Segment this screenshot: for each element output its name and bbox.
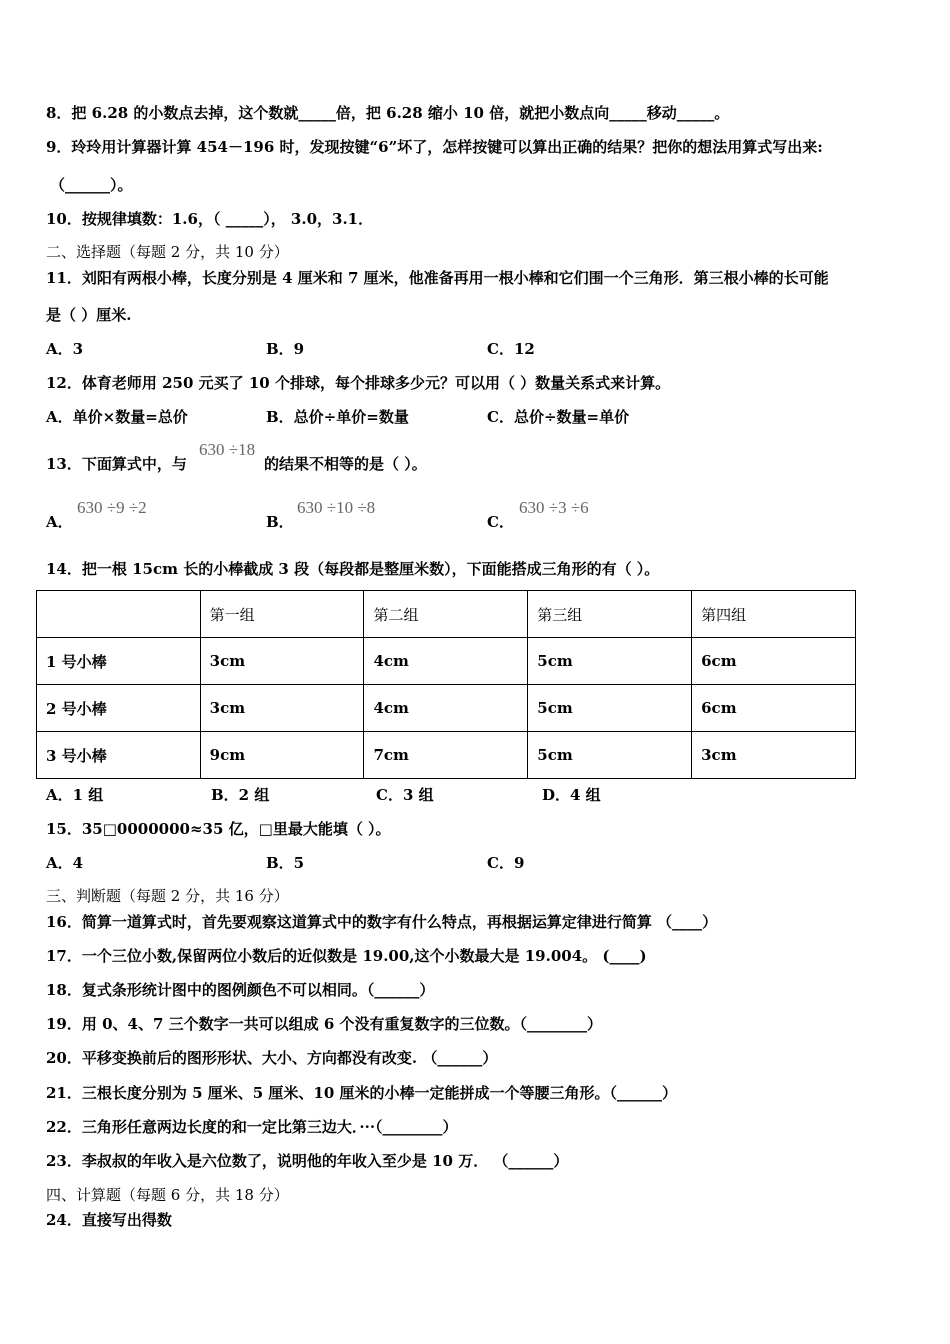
question-13-prefix: 13．下面算式中，与 bbox=[46, 455, 187, 473]
question-9: 9．玲玲用计算器计算 454－196 时，发现按键“6”坏了，怎样按键可以算出正确的结果？把你的想法用算式写出来: bbox=[46, 138, 823, 156]
question-12: 12．体育老师用 250 元买了 10 个排球，每个排球多少元？可以用（ ）数量关系式来计算。 bbox=[46, 374, 671, 392]
q14-option-a: A．1 组 bbox=[46, 786, 104, 804]
q15-option-b: B．5 bbox=[266, 854, 305, 872]
q14-option-c: C．3 组 bbox=[376, 786, 434, 804]
table-cell: 5cm bbox=[528, 685, 692, 732]
stick-length-table bbox=[36, 590, 856, 779]
q11-option-a: A．3 bbox=[46, 340, 84, 358]
q13-option-a-expr: 630 ÷9 ÷2 bbox=[77, 498, 147, 517]
table-cell: 3cm bbox=[200, 638, 364, 685]
table-cell: 6cm bbox=[692, 638, 856, 685]
question-17: 17．一个三位小数,保留两位小数后的近似数是 19.00,这个小数最大是 19.004。 (____) bbox=[46, 947, 647, 965]
q14-option-b: B．2 组 bbox=[211, 786, 270, 804]
table-cell bbox=[37, 591, 201, 638]
q13-option-c-expr: 630 ÷3 ÷6 bbox=[519, 498, 589, 517]
table-cell: 9cm bbox=[200, 732, 364, 779]
table-row bbox=[37, 638, 856, 685]
q12-option-b: B．总价÷单价=数量 bbox=[266, 408, 409, 426]
q11-option-b: B．9 bbox=[266, 340, 305, 358]
q13-option-b-label: B． bbox=[266, 513, 294, 531]
q15-option-c: C．9 bbox=[487, 854, 525, 872]
section-2-heading: 二、选择题（每题 2 分，共 10 分） bbox=[46, 243, 289, 261]
table-cell: 第一组 bbox=[200, 591, 364, 638]
q12-option-a: A．单价×数量=总价 bbox=[46, 408, 188, 426]
q13-option-c-label: C． bbox=[487, 513, 514, 531]
q13-expression: 630 ÷18 bbox=[199, 440, 256, 459]
section-3-heading: 三、判断题（每题 2 分，共 16 分） bbox=[46, 887, 289, 905]
table-cell: 3cm bbox=[200, 685, 364, 732]
question-19: 19．用 0、4、7 三个数字一共可以组成 6 个没有重复数字的三位数。（________） bbox=[46, 1015, 603, 1033]
table-cell: 7cm bbox=[364, 732, 528, 779]
question-9-answer: （______）。 bbox=[50, 176, 133, 194]
table-cell: 第四组 bbox=[692, 591, 856, 638]
question-22: 22．三角形任意两边长度的和一定比第三边大．···（________） bbox=[46, 1118, 458, 1136]
table-cell: 第二组 bbox=[364, 591, 528, 638]
q12-option-c: C．总价÷数量=单价 bbox=[487, 408, 630, 426]
question-11-line2: 是（ ）厘米. bbox=[46, 306, 132, 324]
table-header-row bbox=[37, 591, 856, 638]
question-10: 10．按规律填数：1.6，（ _____）， 3.0，3.1． bbox=[46, 210, 374, 228]
table-cell: 2 号小棒 bbox=[37, 685, 201, 732]
question-21: 21．三根长度分别为 5 厘米、5 厘米、10 厘米的小棒一定能拼成一个等腰三角形。（______） bbox=[46, 1084, 678, 1102]
q13-option-b-expr: 630 ÷10 ÷8 bbox=[297, 498, 376, 517]
question-14: 14．把一根 15cm 长的小棒截成 3 段（每段都是整厘米数），下面能搭成三角形的有（ ）。 bbox=[46, 560, 660, 578]
table-cell: 5cm bbox=[528, 732, 692, 779]
question-15: 15．35□0000000≈35 亿，□里最大能填（ ）。 bbox=[46, 820, 391, 838]
section-4-heading: 四、计算题（每题 6 分，共 18 分） bbox=[46, 1186, 289, 1204]
table-cell: 4cm bbox=[364, 685, 528, 732]
table-cell: 5cm bbox=[528, 638, 692, 685]
question-24: 24．直接写出得数 bbox=[46, 1211, 172, 1229]
table-cell: 1 号小棒 bbox=[37, 638, 201, 685]
table-cell: 3cm bbox=[692, 732, 856, 779]
table-cell: 4cm bbox=[364, 638, 528, 685]
question-8: 8．把 6.28 的小数点去掉，这个数就_____倍，把 6.28 缩小 10 倍，就把小数点向_____移动_____。 bbox=[46, 104, 730, 122]
question-11-line1: 11．刘阳有两根小棒，长度分别是 4 厘米和 7 厘米，他准备再用一根小棒和它们围一个三角形．第三根小棒的长可能 bbox=[46, 269, 829, 287]
question-18: 18．复式条形统计图中的图例颜色不可以相同。（______） bbox=[46, 981, 435, 999]
table-cell: 3 号小棒 bbox=[37, 732, 201, 779]
table-row bbox=[37, 732, 856, 779]
question-13-suffix: 的结果不相等的是（ ）。 bbox=[264, 455, 427, 473]
q13-option-a-label: A． bbox=[46, 513, 73, 531]
q15-option-a: A．4 bbox=[46, 854, 84, 872]
question-20: 20．平移变换前后的图形形状、大小、方向都没有改变. （______） bbox=[46, 1049, 498, 1067]
table-row bbox=[37, 685, 856, 732]
question-23: 23．李叔叔的年收入是六位数了，说明他的年收入至少是 10 万． （______） bbox=[46, 1152, 569, 1170]
question-16: 16．简算一道算式时，首先要观察这道算式中的数字有什么特点，再根据运算定律进行简算 （____） bbox=[46, 913, 718, 931]
q11-option-c: C．12 bbox=[487, 340, 535, 358]
q14-option-d: D．4 组 bbox=[542, 786, 601, 804]
table-cell: 6cm bbox=[692, 685, 856, 732]
table-cell: 第三组 bbox=[528, 591, 692, 638]
